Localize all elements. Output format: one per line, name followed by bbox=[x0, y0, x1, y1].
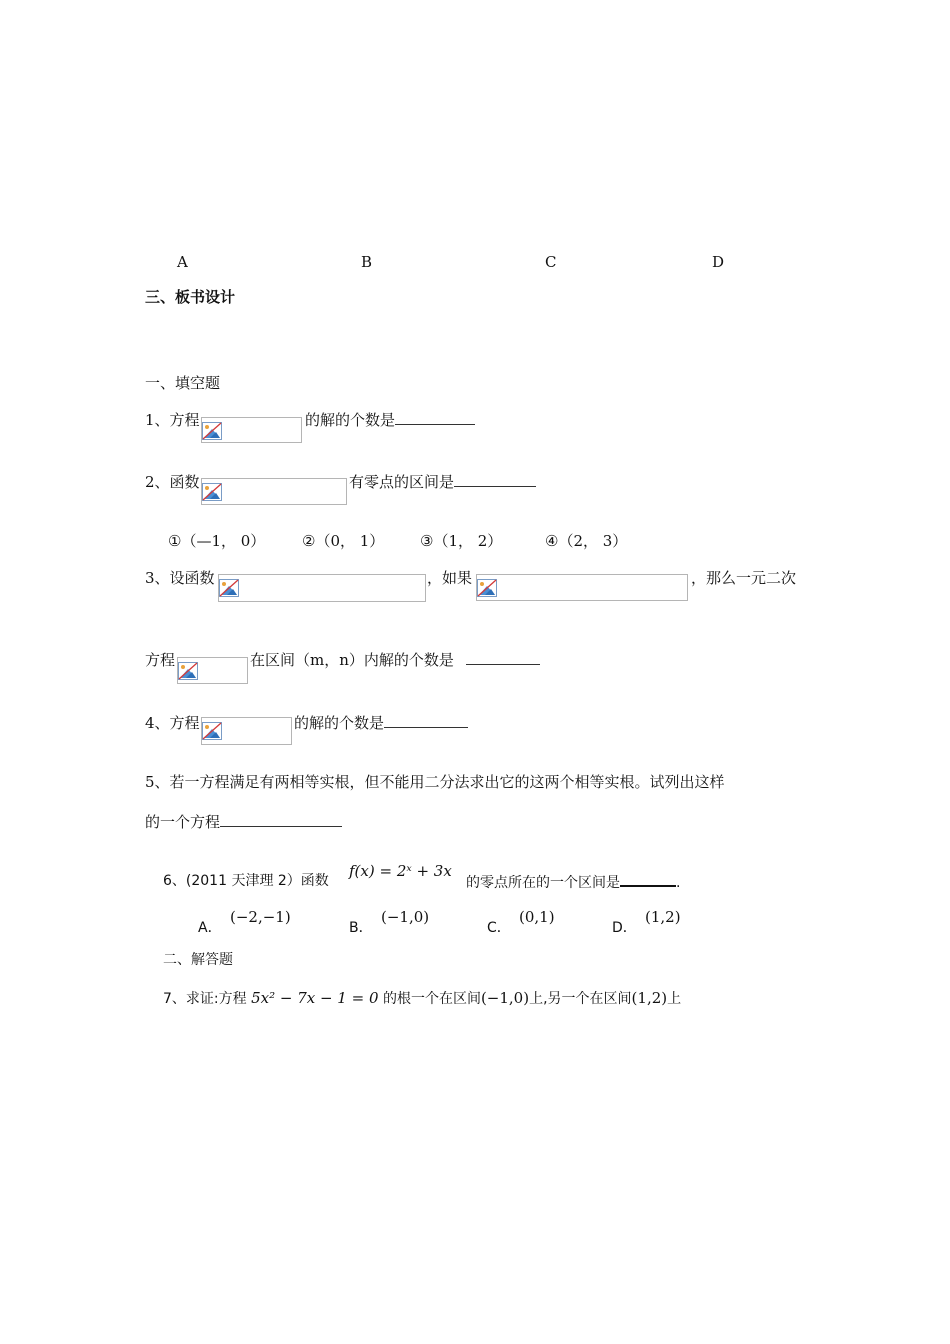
q6-choice-a-value: (−2,−1) bbox=[230, 908, 291, 926]
option-d-label: D bbox=[712, 253, 725, 271]
q7-equation: 5x² − 7x − 1 = 0 bbox=[251, 989, 379, 1007]
broken-image-icon bbox=[202, 722, 222, 740]
q4-suffix: 的解的个数是 bbox=[294, 713, 468, 733]
q7-interval-2: (1,2) bbox=[631, 989, 668, 1007]
q1-suffix: 的解的个数是 bbox=[305, 410, 475, 430]
q6-choice-a-label: A． bbox=[198, 920, 222, 936]
q3-suffix: ，那么一元二次 bbox=[691, 569, 797, 587]
q6-prefix: 6、(2011 天津理 2）函数 bbox=[163, 873, 329, 889]
q2-choice-4: ④（2， 3） bbox=[545, 532, 628, 550]
q6-choice-b-value: (−1,0) bbox=[381, 908, 430, 926]
broken-image-icon bbox=[178, 662, 198, 680]
q3-prefix: 3、设函数 bbox=[145, 569, 215, 587]
q2-answer-blank[interactable] bbox=[454, 472, 536, 487]
fill-section-title: 一、填空题 bbox=[145, 374, 221, 392]
q6-choice-c-value: (0,1) bbox=[519, 908, 555, 926]
q6-choice-d-value: (1,2) bbox=[645, 908, 681, 926]
q7-text: 7、求证:方程 5x² − 7x − 1 = 0 的根一个在区间(−1,0)上,另一个在区间(1,2)上 bbox=[163, 989, 682, 1007]
q6-formula: f(x) = 2ˣ + 3x bbox=[349, 862, 452, 880]
broken-image-icon bbox=[202, 483, 222, 501]
option-c-label: C bbox=[545, 253, 557, 271]
q4-answer-blank[interactable] bbox=[384, 713, 468, 728]
q6-suffix: 的零点所在的一个区间是 . bbox=[466, 871, 680, 893]
q6-answer-blank[interactable] bbox=[620, 871, 676, 887]
q2-prefix: 2、函数 bbox=[145, 473, 200, 491]
q5-line1: 5、若一方程满足有两相等实根，但不能用二分法求出它的这两个相等实根。试列出这样 bbox=[145, 773, 725, 791]
q1-formula-image bbox=[201, 417, 302, 443]
q2-choice-3: ③（1， 2） bbox=[420, 532, 503, 550]
broken-image-icon bbox=[219, 579, 239, 597]
section3-title: 三、板书设计 bbox=[145, 288, 236, 306]
q6-choice-d-label: D． bbox=[612, 920, 637, 936]
q3-formula-image-1 bbox=[218, 574, 426, 602]
broken-image-icon bbox=[477, 579, 497, 597]
q3-formula-image-2 bbox=[476, 574, 688, 601]
q2-choice-1: ①（—1， 0） bbox=[168, 532, 266, 550]
q7-interval-1: (−1,0) bbox=[480, 989, 530, 1007]
q3-answer-blank[interactable] bbox=[466, 650, 540, 665]
q4-formula-image bbox=[201, 717, 292, 745]
q3b-prefix: 方程 bbox=[145, 651, 176, 669]
q2-formula-image bbox=[201, 478, 347, 505]
option-a-label: A bbox=[177, 253, 188, 271]
q6-choice-c-label: C． bbox=[487, 920, 511, 936]
q3b-formula-image bbox=[177, 657, 248, 684]
q4-prefix: 4、方程 bbox=[145, 714, 200, 732]
q5-line2: 的一个方程 bbox=[145, 812, 342, 832]
q5-answer-blank[interactable] bbox=[220, 812, 342, 827]
q3-middle: ，如果 bbox=[427, 569, 473, 587]
q2-choice-2: ②（0， 1） bbox=[302, 532, 385, 550]
answer-section-title: 二、解答题 bbox=[163, 952, 233, 968]
broken-image-icon bbox=[202, 422, 222, 440]
option-b-label: B bbox=[361, 253, 373, 271]
q2-suffix: 有零点的区间是 bbox=[349, 472, 536, 492]
q1-answer-blank[interactable] bbox=[395, 410, 475, 425]
q1-prefix: 1、方程 bbox=[145, 411, 200, 429]
q3b-suffix: 在区间（m，n）内解的个数是 bbox=[250, 650, 540, 670]
q6-choice-b-label: B． bbox=[349, 920, 373, 936]
